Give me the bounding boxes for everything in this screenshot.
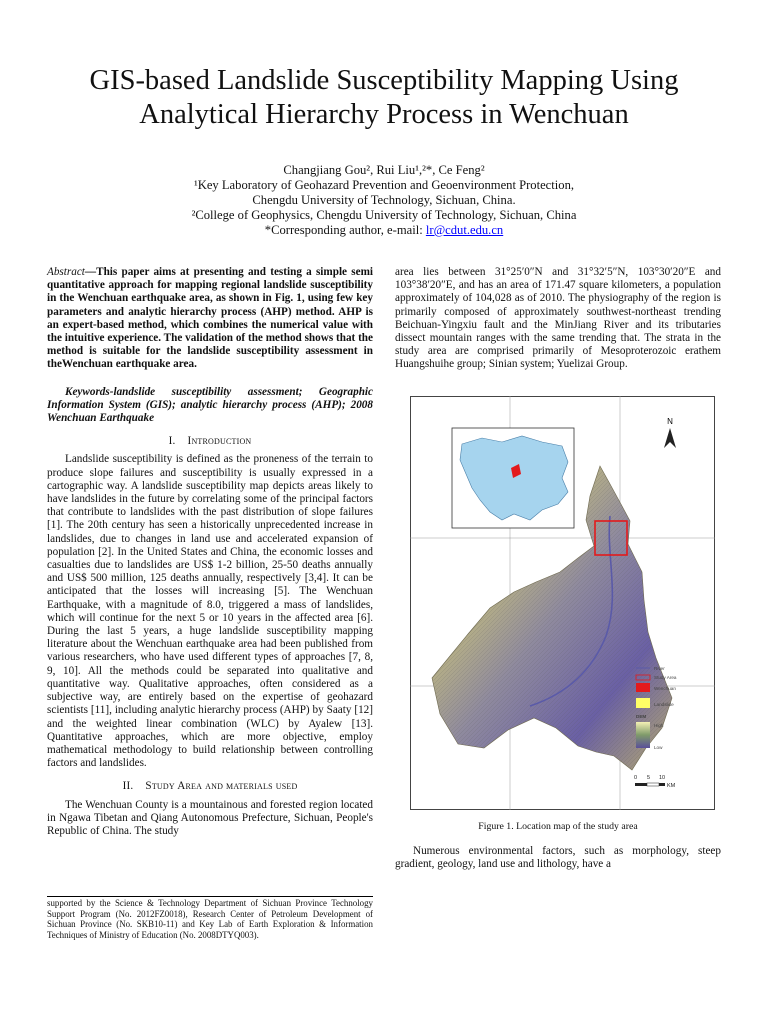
north-label: N — [667, 417, 673, 426]
legend-dem: DEM — [636, 714, 647, 719]
legend-river: River — [654, 666, 665, 671]
section-2-num: II. — [122, 780, 134, 793]
legend-low: Low — [654, 745, 663, 750]
section-1-title: Introduction — [187, 435, 252, 448]
scale-tick-10: 10 — [659, 775, 666, 781]
abstract-text: —This paper aims at presenting and testing a simple semi quantitative approach for mapping regional landslide susceptibility in the Wenchuan earthquake area, as shown in Fig. 1, using few key parameters and analytic hierarchy process (AHP) method. AHP is an expert-based method, which combines the numerical value with the intuitive experience. The validation of the method shows that the method is suitable for the landslide susceptibility assessment in theWenchuan earthquake area. — [47, 266, 373, 371]
study-area-text: The Wenchuan County is a mountainous and forested region located in Ngawa Tibetan and Qiang Autonomous Prefecture, Sichuan, People's Republic of China. The study — [47, 798, 373, 837]
affiliation-2: ²College of Geophysics, Chengdu University of Technology, Sichuan, China — [191, 208, 577, 222]
left-column — [47, 266, 373, 838]
corresponding-author — [40, 223, 728, 238]
scale-tick-5: 5 — [647, 775, 651, 781]
corresponding-label: *Corresponding author, e-mail: — [264, 223, 426, 237]
legend-wenchuan: Wenchuan — [654, 686, 676, 691]
footnote: supported by the Science & Technology Department of Sichuan Province Technology Support Program (No. 2012FZ0018), Research Center of Petroleum Development of Sichuan Province (No. SKB10-11) and Key Lab of Earth Exploration & Information Techniques of Ministry of Education (No. 2008DTYQ003). — [47, 898, 373, 940]
paper-title: GIS-based Landslide Susceptibility Mapping Using Analytical Hierarchy Process in Wenchuan — [89, 65, 679, 130]
affiliation-1a: ¹Key Laboratory of Geohazard Prevention and Geoenvironment Protection, — [193, 178, 575, 192]
keywords: Keywords-landslide susceptibility assessment; Geographic Information System (GIS); analytic hierarchy process (AHP); 2008 Wenchuan Earthquake — [47, 385, 373, 425]
abstract — [47, 266, 373, 372]
email-link[interactable]: lr@cdut.edu.cn — [425, 223, 504, 237]
location-map-figure — [410, 396, 715, 810]
affiliation-1b: Chengdu University of Technology, Sichuan, China. — [252, 193, 516, 207]
after-figure-text: Numerous environmental factors, such as morphology, steep gradient, geology, land use and lithology, have a — [395, 845, 721, 871]
legend-study-area: Study Area — [654, 675, 677, 680]
author-block — [40, 163, 728, 238]
figure-caption: Figure 1. Location map of the study area — [478, 821, 638, 832]
legend-landslide: Landslide — [654, 702, 674, 707]
scale-unit: KM — [667, 783, 676, 789]
author-names: Changjiang Gou², Rui Liu¹,²*, Ce Feng² — [283, 163, 485, 177]
section-1-num: I. — [168, 435, 176, 448]
section-heading-1 — [47, 435, 373, 448]
abstract-label: Abstract — [47, 266, 85, 278]
right-column — [395, 266, 721, 372]
introduction-text: Landslide susceptibility is defined as the proneness of the terrain to produce slope failures and susceptibility is usually expressed in a cartographic way. A landslide susceptibility map depicts areas likely to have landslides in the future by correlating some of the principal factors that contribute to landslides with the past distribution of slope failures [1]. The 20th century has seen a historically unprecedented increase in landslides, due to changes in land use and accelerated expansion of population [2]. In the United States and China, the economic losses and casualties due to landslides are US$ 1-2 billion, 25-50 deaths annually and US$ 500 million, 125 deaths annually, respectively [3,4]. It can be anticipated that the losses will increasing [5]. The Wenchuan Earthquake, with a magnitude of 8.0, triggered a mass of landslides, which will continue for the next 5 or 10 years in the affected area [6]. During the last 5 years, a huge landslide susceptibility mapping literature about the Wenchuan earthquake area had been published from various researchers, who have used different types of approaches [7, 8, 9, 10]. All the methods could be separated into qualitative and quantitative way. Qualitative approaches, often considered as a subjective way, are entirely based on the expertise of geohazard scientists [11], including analytic hierarchy process (AHP) by Saaty [12] and the weighted linear combination (WLC) by Ayalew [13]. Quantitative approaches, which are more objective, employ mathematical methodology to build relationship between controlling factors and landslides. — [47, 453, 373, 770]
legend-high: High — [654, 723, 664, 728]
study-area-continued: area lies between 31°25′0″N and 31°32′5″N, 103°30′20″E and 103°38′20″E, and has an area of 171.47 square kilometers, a population approximately of 104,028 as of 2010. The physiography of the region is primarily composed of approximately southwest-northeast trending Beichuan-Yingxiu fault and the MinJiang River and its tributaries dissect mountain ranges with the same trending that. The strata in the study area are comprised primarily of Mesoproterozoic erathem Huangshuihe group; Sinian system; Yuelizai Group. — [395, 266, 721, 371]
footnote-rule — [47, 896, 373, 897]
section-heading-2 — [47, 780, 373, 793]
scale-tick-0: 0 — [634, 775, 638, 781]
section-2-title: Study Area and materials used — [145, 780, 298, 793]
